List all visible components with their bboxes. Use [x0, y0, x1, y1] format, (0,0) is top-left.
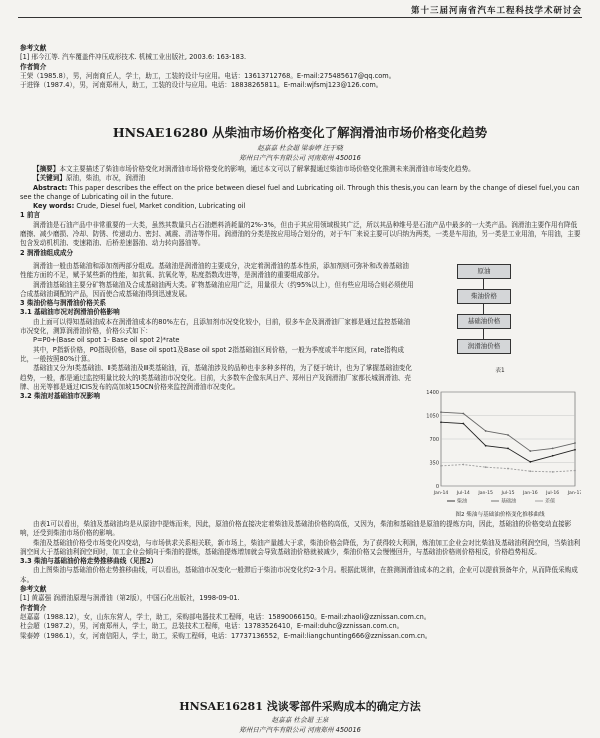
- section-3-1-p3: 基础油又分为Ⅰ类基础油、Ⅱ类基础油及Ⅲ类基础油，而，基础油涉及的品种也非多种多样的，为了便于统计，也为了掌握基础油变化趋势，一般，都是通过监控明量比较大的Ⅰ类基础油市况变化。目前，大多数车企像东风日产、郑州日产及润滑油厂家都长城润滑油、壳牌、出光等都是通过ICIS发布的高加坡150CN价格来监控润滑油市况变化。: [20, 364, 412, 391]
- flowchart: [419, 262, 581, 374]
- prev-author-bio: 王荣（1985.8），男，河南商丘人，学士，助工，工装的设计与应用。电话：13613712768。E-mail:275485617@qq.com。: [20, 71, 396, 80]
- y-tick-label: 0: [435, 484, 439, 490]
- data-point: [485, 466, 487, 468]
- flow-node-diesel: 柴油价格: [457, 289, 511, 304]
- section-3-1-p1: 由上面可以得知基础油成本在润滑油成本的80%左右，且添加剂市况变化较小，目前，很多车企及润滑油厂家都是通过监控基础油市况变化，测算润滑油价格，价格公式如下：: [20, 317, 411, 336]
- data-point: [529, 470, 531, 472]
- data-point: [552, 448, 554, 450]
- refs-heading: 参考文献: [20, 585, 47, 594]
- next-article-title: [0, 698, 600, 714]
- prev-ref-item: [1] 邢今江等. 汽车覆盖件冲压成形技术. 机械工业出版社, 2003.6: 163-183.: [20, 53, 247, 62]
- data-point: [440, 421, 442, 423]
- y-tick-label: 1050: [426, 413, 439, 420]
- y-tick-label: 700: [429, 437, 439, 443]
- section-3-1-p2: 其中，P指新价格，P0指现价格，Base oil spot1及Base oil spot 2指基础油区间价格，一般为季度或半年度区间，rate指构成比，一般按照80%计算。: [20, 345, 404, 363]
- prev-refs-heading: 参考文献: [20, 44, 47, 52]
- conference-title: 第十三届河南省汽车工程科技学术研讨会: [410, 6, 582, 16]
- data-point: [440, 465, 442, 467]
- data-point: [507, 434, 509, 436]
- keywords-text: 原油，柴油，市况，润滑油: [65, 174, 146, 183]
- author-bio: 赵嘉嘉（1988.12），女，山东东营人，学士，助工，采购部电器技术工程师，电话：15890066150。E-mail:zhaoli@zznissan.com.cn。: [20, 612, 431, 621]
- legend-label: 柴油: [457, 498, 468, 504]
- author-bio: 杜会超（1987.2），男，河南郑州人，学士，助工，总装技术工程师，电话：13783526410，E-mail:duhc@zznissan.com.cn。: [20, 622, 404, 631]
- data-point: [552, 455, 554, 457]
- x-tick-label: Jan-14: [433, 491, 449, 496]
- section-3-2-text: 由表1可以看出，柴油及基础油均是从原油中提炼而来，因此，原油价格直接决定着柴油及基础油价格的高低，又因为，柴油和基础油是原油的提炼方向，因此，基础油的价格变动直接影响，还受到柴油市场价格的影响。: [20, 520, 572, 538]
- legend-label: 基础油: [501, 498, 517, 504]
- flow-arrow: [483, 279, 484, 289]
- price-chart: [419, 384, 581, 504]
- ref-item: [1] 黄嘉强 润滑油原理与润滑油（第2版），中国石化出版社，1998-09-01.: [20, 594, 240, 603]
- abstract-block: [20, 165, 582, 258]
- next-article-code: HNSAE16281: [179, 700, 263, 713]
- next-article-affiliation: 郑州日产汽车有限公司 河南郑州 450016: [239, 726, 361, 734]
- data-point: [574, 470, 576, 472]
- left-column: [20, 262, 414, 401]
- legend-label: 差值: [545, 498, 556, 504]
- keywords-en-text: Crude, Diesel fuel, Market condition, Lubricating oil: [76, 202, 246, 211]
- abstract-label: 【摘要】: [33, 165, 60, 173]
- section-3-heading: 3 柴油价格与润滑油价格关系: [20, 299, 107, 308]
- chart-caption: 图2 柴油与基础油价格变化推移曲线: [455, 512, 545, 518]
- flow-arrow: [483, 304, 484, 314]
- y-tick-label: 1400: [426, 390, 439, 396]
- article-title: [0, 123, 600, 141]
- abstract-en-text: This paper describes the effect on the price between diesel fuel and Lubricating oil. Through this thesis,you can learn by the change of diesel fuel,you can see the change of Lubricating oil in the future.: [20, 183, 580, 201]
- data-point: [507, 448, 509, 450]
- lower-body: [20, 520, 582, 641]
- running-header: [0, 0, 600, 20]
- next-article-authors: 赵嘉嘉 杜会超 王泉: [271, 716, 329, 724]
- abstract-en-label: Abstract:: [33, 183, 68, 192]
- prev-authors-heading: 作者简介: [20, 62, 47, 71]
- data-point: [529, 450, 531, 452]
- section-2-p2: 润滑油基础油主要分矿物基础油及合成基础油两大类。矿物基础油应用广泛，用量很大（约95%以上），但有些应用场合则必须使用合成基础油调配的产品，因而使合成基础油得到迅速发展。: [20, 280, 414, 298]
- price-chart-figure: [419, 384, 581, 518]
- article-code: HNSAE16280: [112, 125, 208, 140]
- x-tick-label: Jan-16: [523, 491, 538, 496]
- data-point: [552, 471, 554, 473]
- data-point: [574, 449, 576, 451]
- data-point: [440, 411, 442, 413]
- x-tick-label: Jul-14: [456, 491, 470, 496]
- article-affiliation: 郑州日产汽车有限公司 河南郑州 450016: [239, 154, 361, 162]
- data-point: [462, 464, 464, 466]
- abstract-text: 本文主要描述了柴油市场价格变化对润滑油市场价格变化的影响，通过本文可以了解掌握通过柴油市场价格变化推测未来润滑油市场变化趋势。: [59, 165, 475, 173]
- flow-node-baseoil: 基础油价格: [457, 314, 511, 329]
- y-tick-label: 350: [429, 460, 439, 467]
- section-3-2-text2: 柴油及基础油价格受市场变化四变动，与市场供求关系相关联，新市场上，柴油产量越大于求，柴油价格会降低，为了获得较大利润，炼油加工企业会对比柴油及基础油利润空间，当柴油利润空间大于基础油利润空间时，加工企业会倾向于柴油的提炼，基础油提炼增加就会导致基础油价格就被减少，柴油价格又会慢慢回升，与基础油价格则价格相反，价格趋势相反。: [20, 538, 581, 556]
- section-3-3-text: 由上图柴油与基础油价格走势推移曲线，可以看出，基础油市况变化一般滞后于柴油市况变化约2-3个月。根据此规律，在推测润滑油成本的之前，企业可以提前预备年介，从而降低采购成本。: [20, 566, 578, 584]
- header-rule: [18, 17, 582, 18]
- data-point: [462, 413, 464, 415]
- flowchart-caption: 表1: [495, 368, 505, 374]
- keywords-label: 【关键词】: [33, 174, 66, 183]
- prev-author-bio: 于进锋（1987.4），男，河南郑州人，助工，工装的设计与应用。电话：18838265811。E-mail:wjfsmj123@126.com。: [20, 81, 383, 90]
- author-bio: 梁泰婷（1986.1），女，河南信阳人，学士，助工，采购工程师，电话：17737136552，E-mail:liangchunting666@zznissan.com.cn。: [20, 631, 432, 640]
- article-authors: 赵嘉嘉 杜会超 梁泰婷 汪于晓: [257, 144, 343, 152]
- flow-node-lube: 润滑油价格: [457, 339, 511, 354]
- data-point: [507, 468, 509, 470]
- data-point: [485, 445, 487, 447]
- data-point: [529, 461, 531, 463]
- x-tick-label: Jul-16: [546, 491, 560, 496]
- data-point: [574, 442, 576, 444]
- flow-node-crude: 原油: [457, 264, 511, 279]
- data-point: [462, 423, 464, 425]
- section-3-1-heading: 3.1 基础油市况对润滑油价格影响: [20, 308, 120, 317]
- x-tick-label: Jan-17: [567, 491, 581, 496]
- section-2-p1: 润滑油一般由基础油和添加剂两部分组成。基础油是润滑油的主要成分，决定着润滑油的基本性质，添加剂则可弥补和改善基础油性能方面的不足，赋予某些新的性能，如抗氧、抗氧化等，粘度指数改进等，是润滑油的重要组成部分。: [20, 262, 409, 280]
- article-title-text: 从柴油市场价格变化了解润滑油市场价格变化趋势: [212, 125, 488, 140]
- data-point: [485, 430, 487, 432]
- section-1-text: 润滑油是石油产品中非常重要的一大类，虽然其数量只占石油燃料消耗量的2%-3%，但由于其应用领域极其广泛，所以其品种维号是石油产品中最多的一大类产品。润滑油主要作用有降低磨擦、减少磨损、冷却、防锈、传递动力、密封、减震、清洁等作用。润滑油的分类是按应用场合划分的，对于车厂来说主要可以归纳为两类，一类是车用油，另一类是工业用油，车用油，主要包含发动机机油、变速箱油、后桥差速器油、动力转向器油等。: [20, 220, 581, 248]
- prev-article-tail: [20, 44, 582, 90]
- x-tick-label: Jan-15: [478, 491, 493, 496]
- next-article-title-text: 浅谈零部件采购成本的确定方法: [266, 700, 421, 713]
- section-3-3-heading: 3.3 柴油与基础油价格走势推移曲线（见图2）: [20, 557, 158, 566]
- authors-heading: 作者简介: [20, 603, 47, 612]
- price-formula: P=P0+(Base oil spot 1- Base oil spot 2)*rate: [33, 336, 180, 345]
- x-tick-label: Jul-15: [501, 491, 515, 496]
- keywords-en-label: Key words:: [33, 202, 75, 211]
- section-1-heading: 1 前言: [20, 211, 41, 220]
- section-3-2-heading: 3.2 柴油对基础油市况影响: [20, 392, 100, 401]
- section-2-heading: 2 润滑油组成成分: [20, 248, 74, 257]
- flow-arrow: [483, 329, 484, 339]
